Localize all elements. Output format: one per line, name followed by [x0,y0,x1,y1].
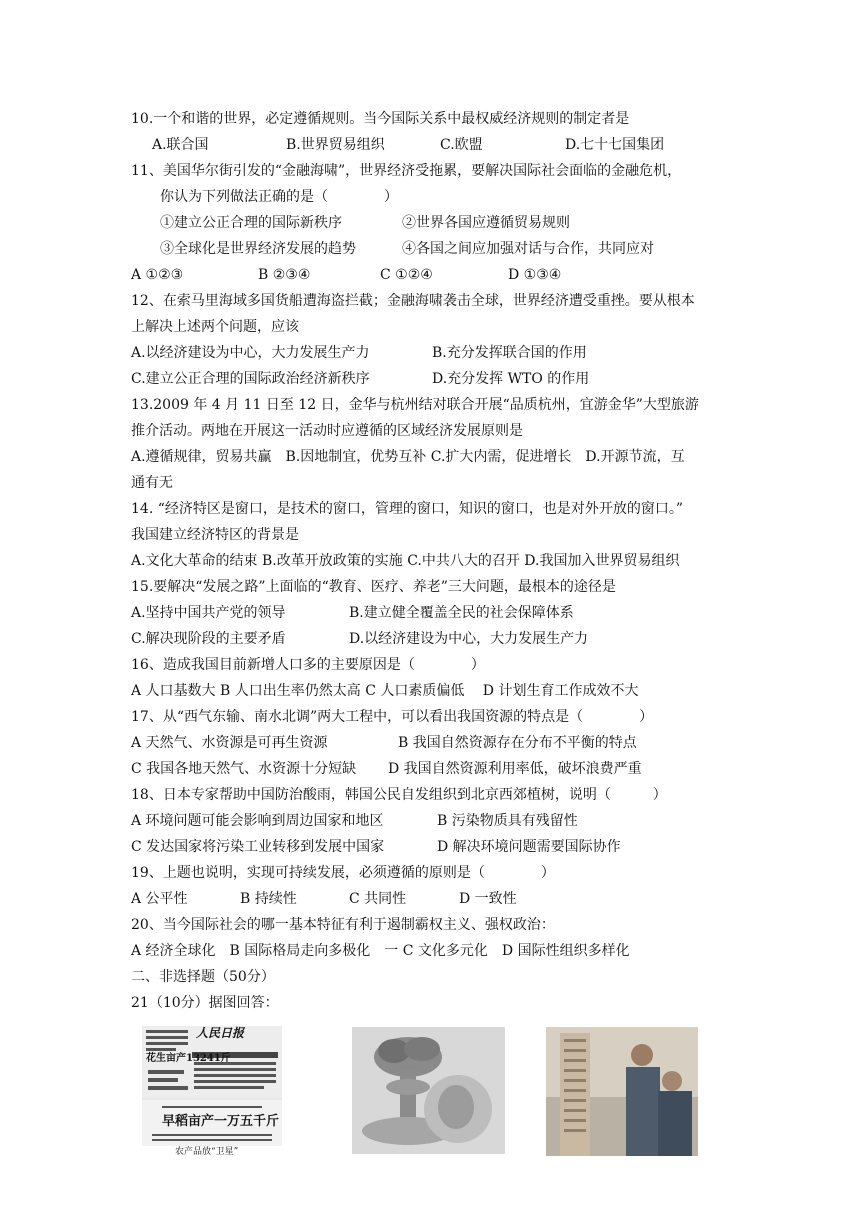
q19-option-a: A 公平性 [131,891,188,907]
q17-option-d: D 我国自然资源利用率低，破坏浪费严重 [388,761,642,777]
q12-option-d: D.充分发挥 WTO 的作用 [432,371,590,387]
q14-options: A.文化大革命的结束 B.改革开放政策的实施 C.中共八大的召开 D.我国加入世界贸易组织 [131,553,680,569]
mushroom-cloud-image [352,1027,505,1154]
q18-option-d: D 解决环境问题需要国际协作 [437,839,621,855]
q12-stem-line2: 上解决上述两个问题，应该 [131,319,299,335]
q11-option-d: D ①③④ [508,267,562,283]
q13-stem-line2: 推介活动。两地在开展这一活动时应遵循的区域经济发展原则是 [131,423,523,439]
q10-option-d: D.七十七国集团 [565,137,665,153]
q12-option-b: B.充分发挥联合国的作用 [432,345,587,361]
q18-option-c: C 发达国家将污染工业转移到发展中国家 [131,839,385,855]
q14-stem-line2: 我国建立经济特区的背景是 [131,527,299,543]
newspaper-caption: 农产品放“卫星” [175,1147,239,1157]
q20-options: A 经济全球化 B 国际格局走向多极化 一 C 文化多元化 D 国际性组织多样化 [131,943,630,959]
newspaper-headline-2: 早稻亩产一万五千斤 [162,1114,280,1129]
q15-option-a: A.坚持中国共产党的领导 [131,605,286,621]
newspaper-headline-1: 花生亩产13241斤 [146,1053,231,1064]
q17-option-b: B 我国自然资源存在分布不平衡的特点 [398,735,637,751]
q15-option-b: B.建立健全覆盖全民的社会保障体系 [349,605,574,621]
q16-stem: 16、造成我国目前新增人口多的主要原因是（ ） [131,657,485,673]
q11-item-4: ④各国之间应加强对话与合作，共同应对 [402,241,654,257]
q17-option-a: A 天然气、水资源是可再生资源 [131,735,328,751]
q12-stem-line1: 12、在索马里海域多国货船遭海盗拦截；金融海啸袭击全球，世界经济遭受重挫。要从根本 [131,293,695,309]
q19-option-b: B 持续性 [240,891,297,907]
q13-stem-line1: 13.2009 年 4 月 11 日至 12 日，金华与杭州结对联合开展“品质杭州，宜游金华”大型旅游 [131,397,699,413]
q11-item-2: ②世界各国应遵循贸易规则 [402,215,570,231]
q13-options-line2: 通有无 [131,475,173,491]
q17-stem: 17、从“西气东输、南水北调”两大工程中，可以看出我国资源的特点是（ ） [131,709,654,725]
q18-stem: 18、日本专家帮助中国防治酸雨，韩国公民自发组织到北京西郊植树，说明（ ） [131,787,667,803]
q19-option-c: C 共同性 [349,891,407,907]
q10-option-c: C.欧盟 [440,137,483,153]
q19-option-d: D 一致性 [459,891,517,907]
q11-option-c: C ①②④ [380,267,433,283]
leaders-cityscape-image [546,1027,698,1156]
q15-option-c: C.解决现阶段的主要矛盾 [131,631,286,647]
q10-option-b: B.世界贸易组织 [286,137,385,153]
q10-option-a: A.联合国 [152,137,209,153]
q16-options: A 人口基数大 B 人口出生率仍然太高 C 人口素质偏低 D 计划生育工作成效不大 [131,683,639,699]
q13-options-line1: A.遵循规律，贸易共赢 B.因地制宜，优势互补 C.扩大内需，促进增长 D.开源节流，互 [131,449,685,465]
q11-stem-line1: 11、美国华尔街引发的“金融海啸”，世界经济受拖累，要解决国际社会面临的金融危机， [131,163,682,179]
q14-stem-line1: 14. “经济特区是窗口，是技术的窗口，管理的窗口，知识的窗口，也是对外开放的窗口。” [131,501,684,517]
q11-item-1: ①建立公正合理的国际新秩序 [160,215,342,231]
leaders-cityscape-graphic [546,1027,698,1156]
q18-option-b: B 污染物质具有残留性 [437,813,578,829]
q11-option-b: B ②③④ [258,267,311,283]
q18-option-a: A 环境问题可能会影响到周边国家和地区 [131,813,384,829]
q11-stem-line2: 你认为下列做法正确的是（ ） [160,189,398,205]
q12-option-a: A.以经济建设为中心，大力发展生产力 [131,345,370,361]
q17-option-c: C 我国各地天然气、水资源十分短缺 [131,761,357,777]
newspaper-masthead: 人民日报 [196,1026,245,1040]
q11-item-3: ③全球化是世界经济发展的趋势 [160,241,356,257]
q15-stem: 15.要解决“发展之路”上面临的“教育、医疗、养老”三大问题，最根本的途径是 [131,579,616,595]
mushroom-cloud-graphic [352,1027,505,1154]
q21-stem: 21（10分）据图回答： [131,995,279,1011]
q11-option-a: A ①②③ [131,267,184,283]
q19-stem: 19、上题也说明，实现可持续发展，必须遵循的原则是（ ） [131,865,555,881]
q20-stem: 20、当今国际社会的哪一基本特征有利于遏制霸权主义、强权政治： [131,917,555,933]
q10-stem: 10.一个和谐的世界，必定遵循规则。当今国际关系中最权威经济规则的制定者是 [131,111,630,127]
section2-heading: 二、非选择题（50分） [131,969,275,985]
q15-option-d: D.以经济建设为中心，大力发展生产力 [349,631,589,647]
q12-option-c: C.建立公正合理的国际政治经济新秩序 [131,371,370,387]
